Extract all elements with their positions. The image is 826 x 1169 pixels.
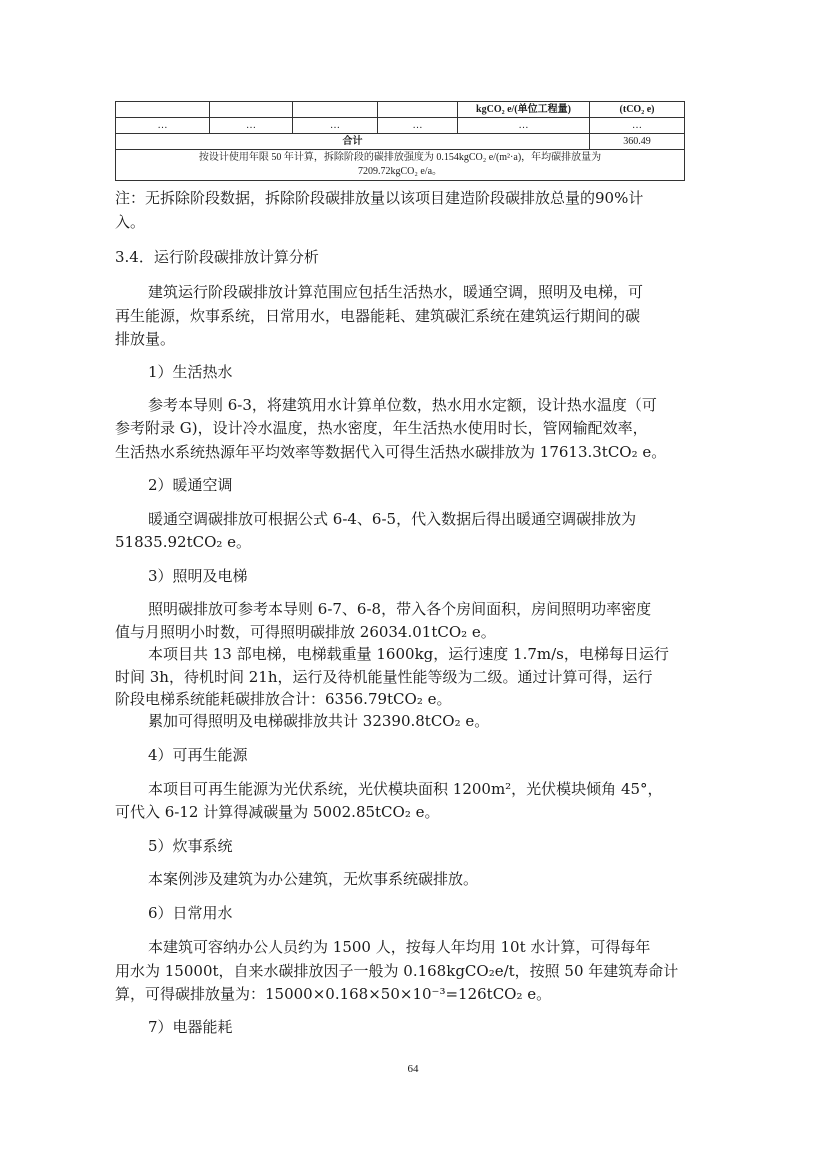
paragraph-line: 暖通空调碳排放可根据公式 6-4、6-5，代入数据后得出暖通空调碳排放为 bbox=[148, 510, 637, 528]
unit-intensity-header: kgCO₂ e/(单位工程量) bbox=[458, 102, 590, 118]
page-number: 64 bbox=[407, 1063, 419, 1075]
paragraph-line: 时间 3h，待机时间 21h，运行及待机能量性能等级为二级。通过计算可得，运行 bbox=[115, 668, 653, 686]
paragraph-line: 本建筑可容纳办公人员约为 1500 人，按每人年均用 10t 水计算，可得每年 bbox=[148, 938, 651, 956]
paragraph-line: 用水为 15000t，自来水碳排放因子一般为 0.168kgCO₂e/t，按照 50 年建筑寿命计 bbox=[115, 962, 679, 980]
subsection-heading: 5）炊事系统 bbox=[148, 837, 233, 855]
subsection-heading: 1）生活热水 bbox=[148, 363, 233, 381]
table-cell: … bbox=[210, 118, 293, 134]
paragraph-line: 算，可得碳排放量为：15000×0.168×50×10⁻³=126tCO₂ e。 bbox=[115, 985, 552, 1003]
subsection-heading: 2）暖通空调 bbox=[148, 476, 233, 494]
table-row bbox=[116, 118, 685, 134]
table-cell bbox=[116, 102, 210, 118]
paragraph-line: 再生能源，炊事系统，日常用水，电器能耗、建筑碳汇系统在建筑运行期间的碳 bbox=[115, 307, 641, 325]
paragraph-line: 照明碳排放可参考本导则 6-7、6-8，带入各个房间面积，房间照明功率密度 bbox=[148, 600, 652, 618]
subsection-heading: 6）日常用水 bbox=[148, 904, 233, 922]
table-cell bbox=[210, 102, 293, 118]
table-cell: … bbox=[590, 118, 685, 134]
paragraph-line: 本项目可再生能源为光伏系统，光伏模块面积 1200m²，光伏模块倾角 45°， bbox=[148, 780, 663, 798]
paragraph-line: 累加可得照明及电梯碳排放共计 32390.8tCO₂ e。 bbox=[148, 712, 490, 730]
total-unit-header: (tCO₂ e) bbox=[590, 102, 685, 118]
paragraph-line: 生活热水系统热源年平均效率等数据代入可得生活热水碳排放为 17613.3tCO₂ e。 bbox=[115, 443, 667, 461]
subsection-heading: 4）可再生能源 bbox=[148, 746, 248, 764]
table-cell: … bbox=[378, 118, 458, 134]
paragraph-line: 可代入 6-12 计算得减碳量为 5002.85tCO₂ e。 bbox=[115, 803, 440, 821]
table-note bbox=[116, 150, 685, 181]
paragraph-line: 建筑运行阶段碳排放计算范围应包括生活热水，暖通空调，照明及电梯，可 bbox=[148, 283, 644, 301]
total-label: 合计 bbox=[116, 134, 590, 150]
demolition-carbon-table bbox=[115, 101, 685, 181]
subsection-heading: 3）照明及电梯 bbox=[148, 567, 248, 585]
table-cell: … bbox=[116, 118, 210, 134]
paragraph-line: 参考附录 G)，设计冷水温度，热水密度，年生活热水使用时长，管网输配效率， bbox=[115, 419, 648, 437]
table-cell: … bbox=[293, 118, 378, 134]
total-value: 360.49 bbox=[590, 134, 685, 150]
paragraph-line: 值与月照明小时数，可得照明碳排放 26034.01tCO₂ e。 bbox=[115, 623, 496, 641]
table-note-line: 7209.72kgCO₂ e/a。 bbox=[357, 166, 443, 177]
note-text: 入。 bbox=[115, 213, 146, 231]
table-header-row bbox=[116, 102, 685, 118]
table-note-row bbox=[116, 150, 685, 181]
table-cell: … bbox=[458, 118, 590, 134]
paragraph-line: 参考本导则 6-3，将建筑用水计算单位数，热水用水定额，设计热水温度（可 bbox=[148, 396, 657, 414]
section-heading: 3.4．运行阶段碳排放计算分析 bbox=[115, 248, 319, 266]
paragraph-line: 51835.92tCO₂ e。 bbox=[115, 533, 252, 551]
paragraph-line: 本项目共 13 部电梯，电梯载重量 1600kg，运行速度 1.7m/s，电梯每日运行 bbox=[148, 645, 669, 663]
paragraph-line: 排放量。 bbox=[115, 330, 176, 348]
paragraph-line: 阶段电梯系统能耗碳排放合计：6356.79tCO₂ e。 bbox=[115, 690, 452, 708]
table-total-row bbox=[116, 134, 685, 150]
table-cell bbox=[378, 102, 458, 118]
paragraph-line: 本案例涉及建筑为办公建筑，无炊事系统碳排放。 bbox=[148, 870, 479, 888]
note-text: 注：无拆除阶段数据，拆除阶段碳排放量以该项目建造阶段碳排放总量的90%计 bbox=[115, 189, 644, 207]
subsection-heading: 7）电器能耗 bbox=[148, 1018, 233, 1036]
table-note-line: 按设计使用年限 50 年计算，拆除阶段的碳排放强度为 0.154kgCO₂ e/(m²·a)，年均碳排放量为 bbox=[198, 152, 602, 163]
table-cell bbox=[293, 102, 378, 118]
